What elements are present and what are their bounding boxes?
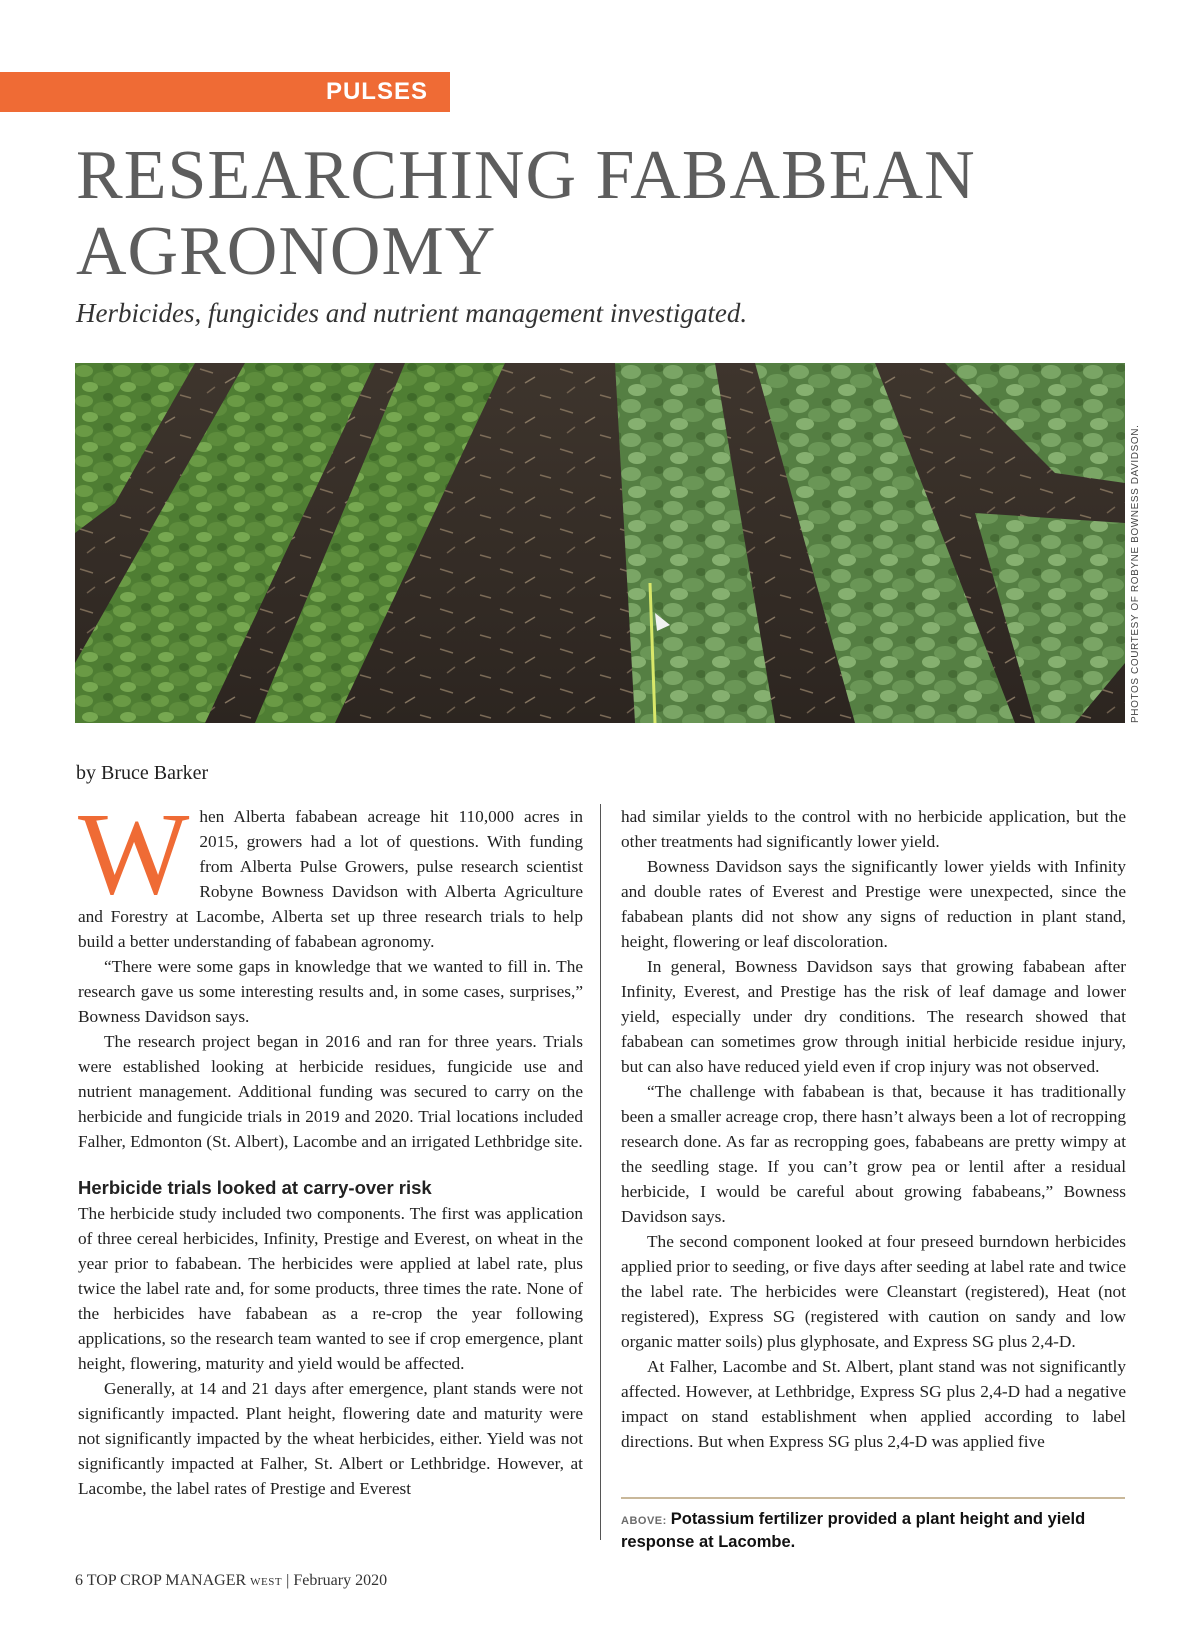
paragraph: Bowness Davidson says the significantly lower yields with Infinity and double rates of Everest and Prestige were unexpected, since the fababean plants did not show any signs of reduction in plant stand, height, flowering or leaf discoloration. — [621, 857, 1126, 951]
paragraph: “The challenge with fababean is that, because it has traditionally been a smaller acreage crop, there hasn’t always been a lot of recropping research done. As far as recropping goes, fababeans are pretty wimpy at the seedling stage. If you can’t grow pea or lentil after a residual herbicide, I would be careful about growing fababeans,” Bowness Davidson says. — [621, 1082, 1126, 1226]
caption-text: Potassium fertilizer provided a plant height and yield response at Lacombe. — [621, 1510, 1086, 1551]
paragraph: Generally, at 14 and 21 days after emergence, plant stands were not significantly impacted. Plant height, flowering date and maturity were not significantly impacted by the wheat herbicides, either. Yield was not significantly impacted at Falher, St. Albert or Lethbridge. However, at Lacombe, the label rates of Prestige and Everest — [78, 1379, 583, 1498]
caption-lead: ABOVE: — [621, 1515, 667, 1527]
section-heading: Herbicide trials looked at carry-over risk — [78, 1177, 432, 1198]
section-label: PULSES — [325, 78, 428, 105]
page-number: 6 — [75, 1572, 83, 1589]
footer-separator: | — [286, 1572, 290, 1589]
paragraph: The herbicide study included two components. The first was application of three cereal herbicides, Infinity, Prestige and Everest, on wheat in the year prior to fababean. The herbicides were applied at label rate, plus twice the label rate and, for some products, three times the rate. None of the herbicides have fababean as a re-crop the year following applications, so the research team wanted to see if crop emergence, plant height, flowering, maturity and yield would be affected. — [78, 1204, 583, 1373]
paragraph: At Falher, Lacombe and St. Albert, plant stand was not significantly affected. However, at Lethbridge, Express SG plus 2,4-D had a negative impact on stand establishment when applied according to label directions. But when Express SG plus 2,4-D was applied five — [621, 1357, 1126, 1451]
edition: WEST — [250, 1576, 283, 1588]
paragraph: The research project began in 2016 and ran for three years. Trials were established looking at herbicide residues, fungicide use and nutrient management. Additional funding was secured to carry on the herbicide and fungicide trials in 2019 and 2020. Trial locations included Falher, Edmonton (St. Albert), Lacombe and an irrigated Lethbridge site. — [78, 1032, 583, 1151]
fababean-field-photo — [75, 363, 1125, 723]
section-tab — [0, 72, 450, 112]
page-title: RESEARCHING FABABEAN AGRONOMY — [76, 137, 976, 290]
paragraph: The second component looked at four preseed burndown herbicides applied prior to seeding, or five days after seeding at label rate and twice the label rate. The herbicides were Cleanstart (registered), Heat (not registered), Express SG (registered with caution on sandy and low organic matter soils) plus glyphosate, and Express SG plus 2,4-D. — [621, 1232, 1126, 1351]
photo-caption — [621, 1509, 1125, 1553]
drop-cap: W — [78, 788, 190, 919]
publication-name: TOP CROP MANAGER — [86, 1572, 247, 1589]
paragraph: In general, Bowness Davidson says that growing fababean after Infinity, Everest, and Prestige has the risk of leaf damage and lower yield, especially under dry conditions. The research showed that fababean can sometimes grow through initial herbicide residue injury, but can also have reduced yield even if crop injury was not observed. — [621, 957, 1126, 1076]
left-column — [78, 788, 583, 1501]
paragraph: “There were some gaps in knowledge that we wanted to fill in. The research gave us some interesting results and, in some cases, surprises,” Bowness Davidson says. — [78, 957, 583, 1026]
field-illustration — [75, 363, 1125, 723]
caption-rule — [621, 1497, 1125, 1499]
paragraph: had similar yields to the control with no herbicide application, but the other treatments had significantly lower yield. — [621, 807, 1126, 851]
subtitle: Herbicides, fungicides and nutrient management investigated. — [76, 298, 748, 328]
issue-date: February 2020 — [293, 1572, 388, 1589]
byline: by Bruce Barker — [76, 762, 209, 784]
right-column — [621, 804, 1126, 1454]
page-footer — [75, 1572, 387, 1590]
paragraph: When Alberta fababean acreage hit 110,000 acres in 2015, growers had a lot of questions. With funding from Alberta Pulse Growers, pulse research scientist Robyne Bowness Davidson with Alberta Agriculture and Forestry at Lacombe, Alberta set up three research trials to help build a better understanding of fababean agronomy. — [78, 788, 583, 951]
column-divider — [600, 804, 601, 1540]
